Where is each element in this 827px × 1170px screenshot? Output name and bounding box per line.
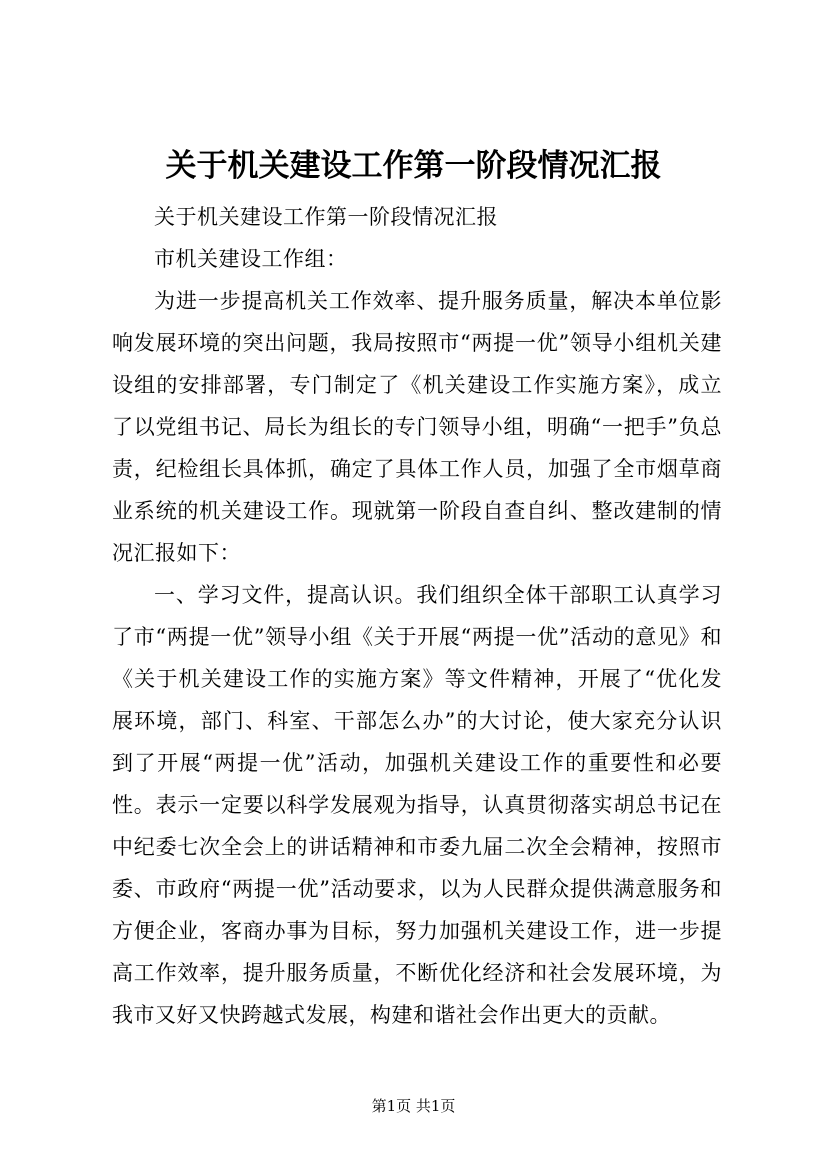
intro-paragraph: 为进一步提高机关工作效率、提升服务质量，解决本单位影响发展环境的突出问题，我局按照市“两提一优”领导小组机关建设组的安排部署，专门制定了《机关建设工作实施方案》，成立了以党组书记、局长为组长的专门领导小组，明确“一把手”负总责，纪检组长具体抓，确定了具体工作人员，加强了全市烟草商业系统的机关建设工作。现就第一阶段自查自纠、整改建制的情况汇报如下： (112, 289, 722, 565)
subtitle-paragraph: 关于机关建设工作第一阶段情况汇报 (154, 205, 498, 229)
document-body (112, 196, 722, 1036)
document-title: 关于机关建设工作第一阶段情况汇报 (165, 148, 662, 184)
page-number-footer: 第1页 共1页 (371, 1097, 456, 1115)
section-one-paragraph: 一、学习文件，提高认识。我们组织全体干部职工认真学习了市“两提一优”领导小组《关于开展“两提一优”活动的意见》和《关于机关建设工作的实施方案》等文件精神，开展了“优化发展环境，部门、科室、干部怎么办”的大讨论，使大家充分认识到了开展“两提一优”活动，加强机关建设工作的重要性和必要性。表示一定要以科学发展观为指导，认真贯彻落实胡总书记在中纪委七次全会上的讲话精神和市委九届二次全会精神，按照市委、市政府“两提一优”活动要求，以为人民群众提供满意服务和方便企业，客商办事为目标，努力加强机关建设工作，进一步提高工作效率，提升服务质量，不断优化经济和社会发展环境，为我市又好又快跨越式发展，构建和谐社会作出更大的贡献。 (112, 583, 722, 1027)
salutation-paragraph: 市机关建设工作组： (154, 247, 348, 271)
